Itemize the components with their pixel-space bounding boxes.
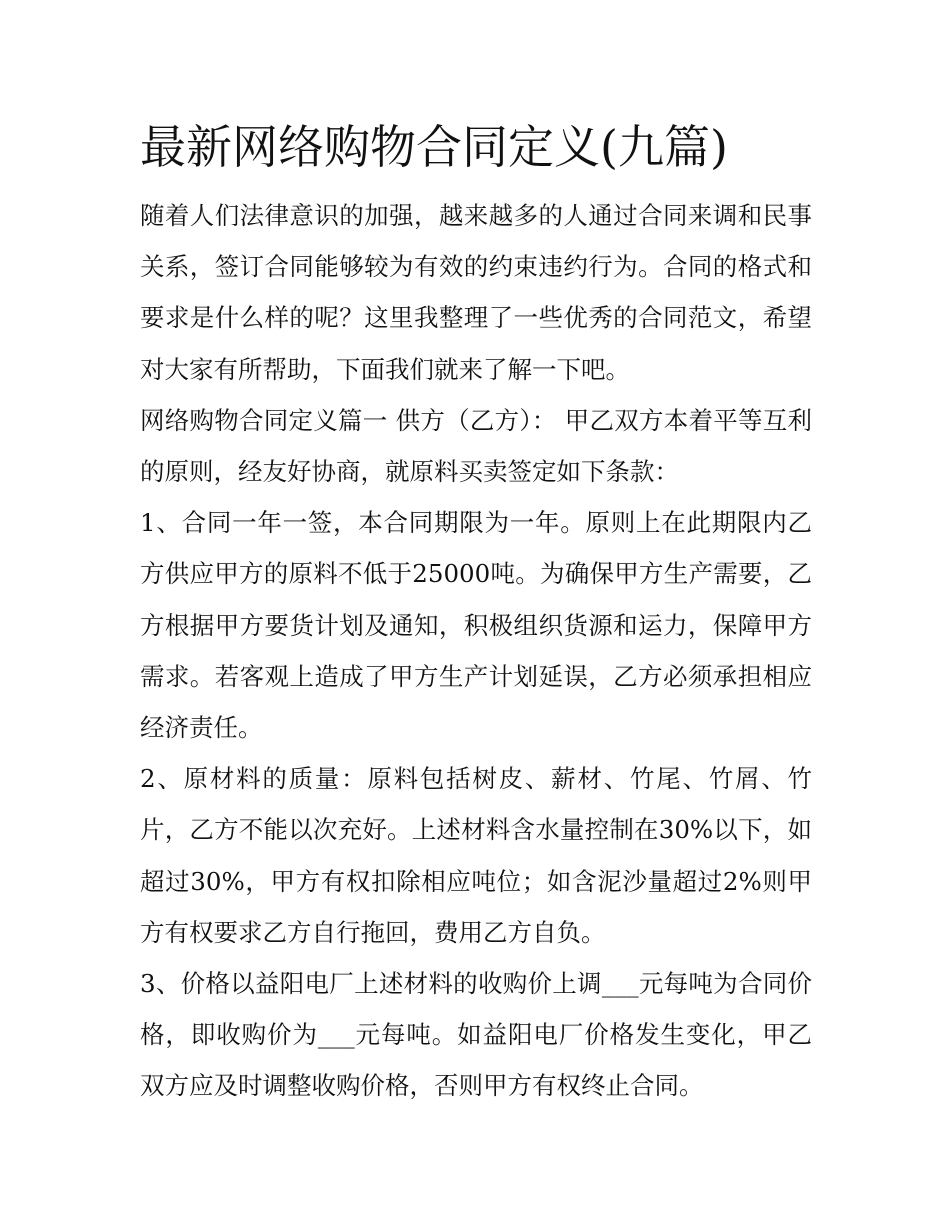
clause-1-paragraph: 1、合同一年一签，本合同期限为一年。原则上在此期限内乙方供应甲方的原料不低于25000吨。为确保甲方生产需要，乙方根据甲方要货计划及通知，积极组织货源和运力，保障甲方需求。若客观上造成了甲方生产计划延误，乙方必须承担相应经济责任。: [140, 508, 812, 743]
document-body: [140, 112, 812, 1112]
section-heading-paragraph: 网络购物合同定义篇一 供方（乙方）： 甲乙双方本着平等互利的原则，经友好协商，就原料买卖签定如下条款：: [140, 405, 812, 487]
intro-paragraph: 随着人们法律意识的加强，越来越多的人通过合同来调和民事关系，签订合同能够较为有效的约束违约行为。合同的格式和要求是什么样的呢？这里我整理了一些优秀的合同范文，希望对大家有所帮助，下面我们就来了解一下吧。: [140, 201, 812, 384]
document-title: 最新网络购物合同定义(九篇): [140, 120, 728, 174]
clause-3-paragraph: 3、价格以益阳电厂上述材料的收购价上调___元每吨为合同价格，即收购价为___元每吨。如益阳电厂价格发生变化，甲乙双方应及时调整收购价格，否则甲方有权终止合同。: [140, 969, 812, 1101]
clause-2-paragraph: 2、原材料的质量：原料包括树皮、薪材、竹尾、竹屑、竹片，乙方不能以次充好。上述材料含水量控制在30%以下，如超过30%，甲方有权扣除相应吨位；如含泥沙量超过2%则甲方有权要求乙方自行拖回，费用乙方自负。: [140, 764, 812, 947]
